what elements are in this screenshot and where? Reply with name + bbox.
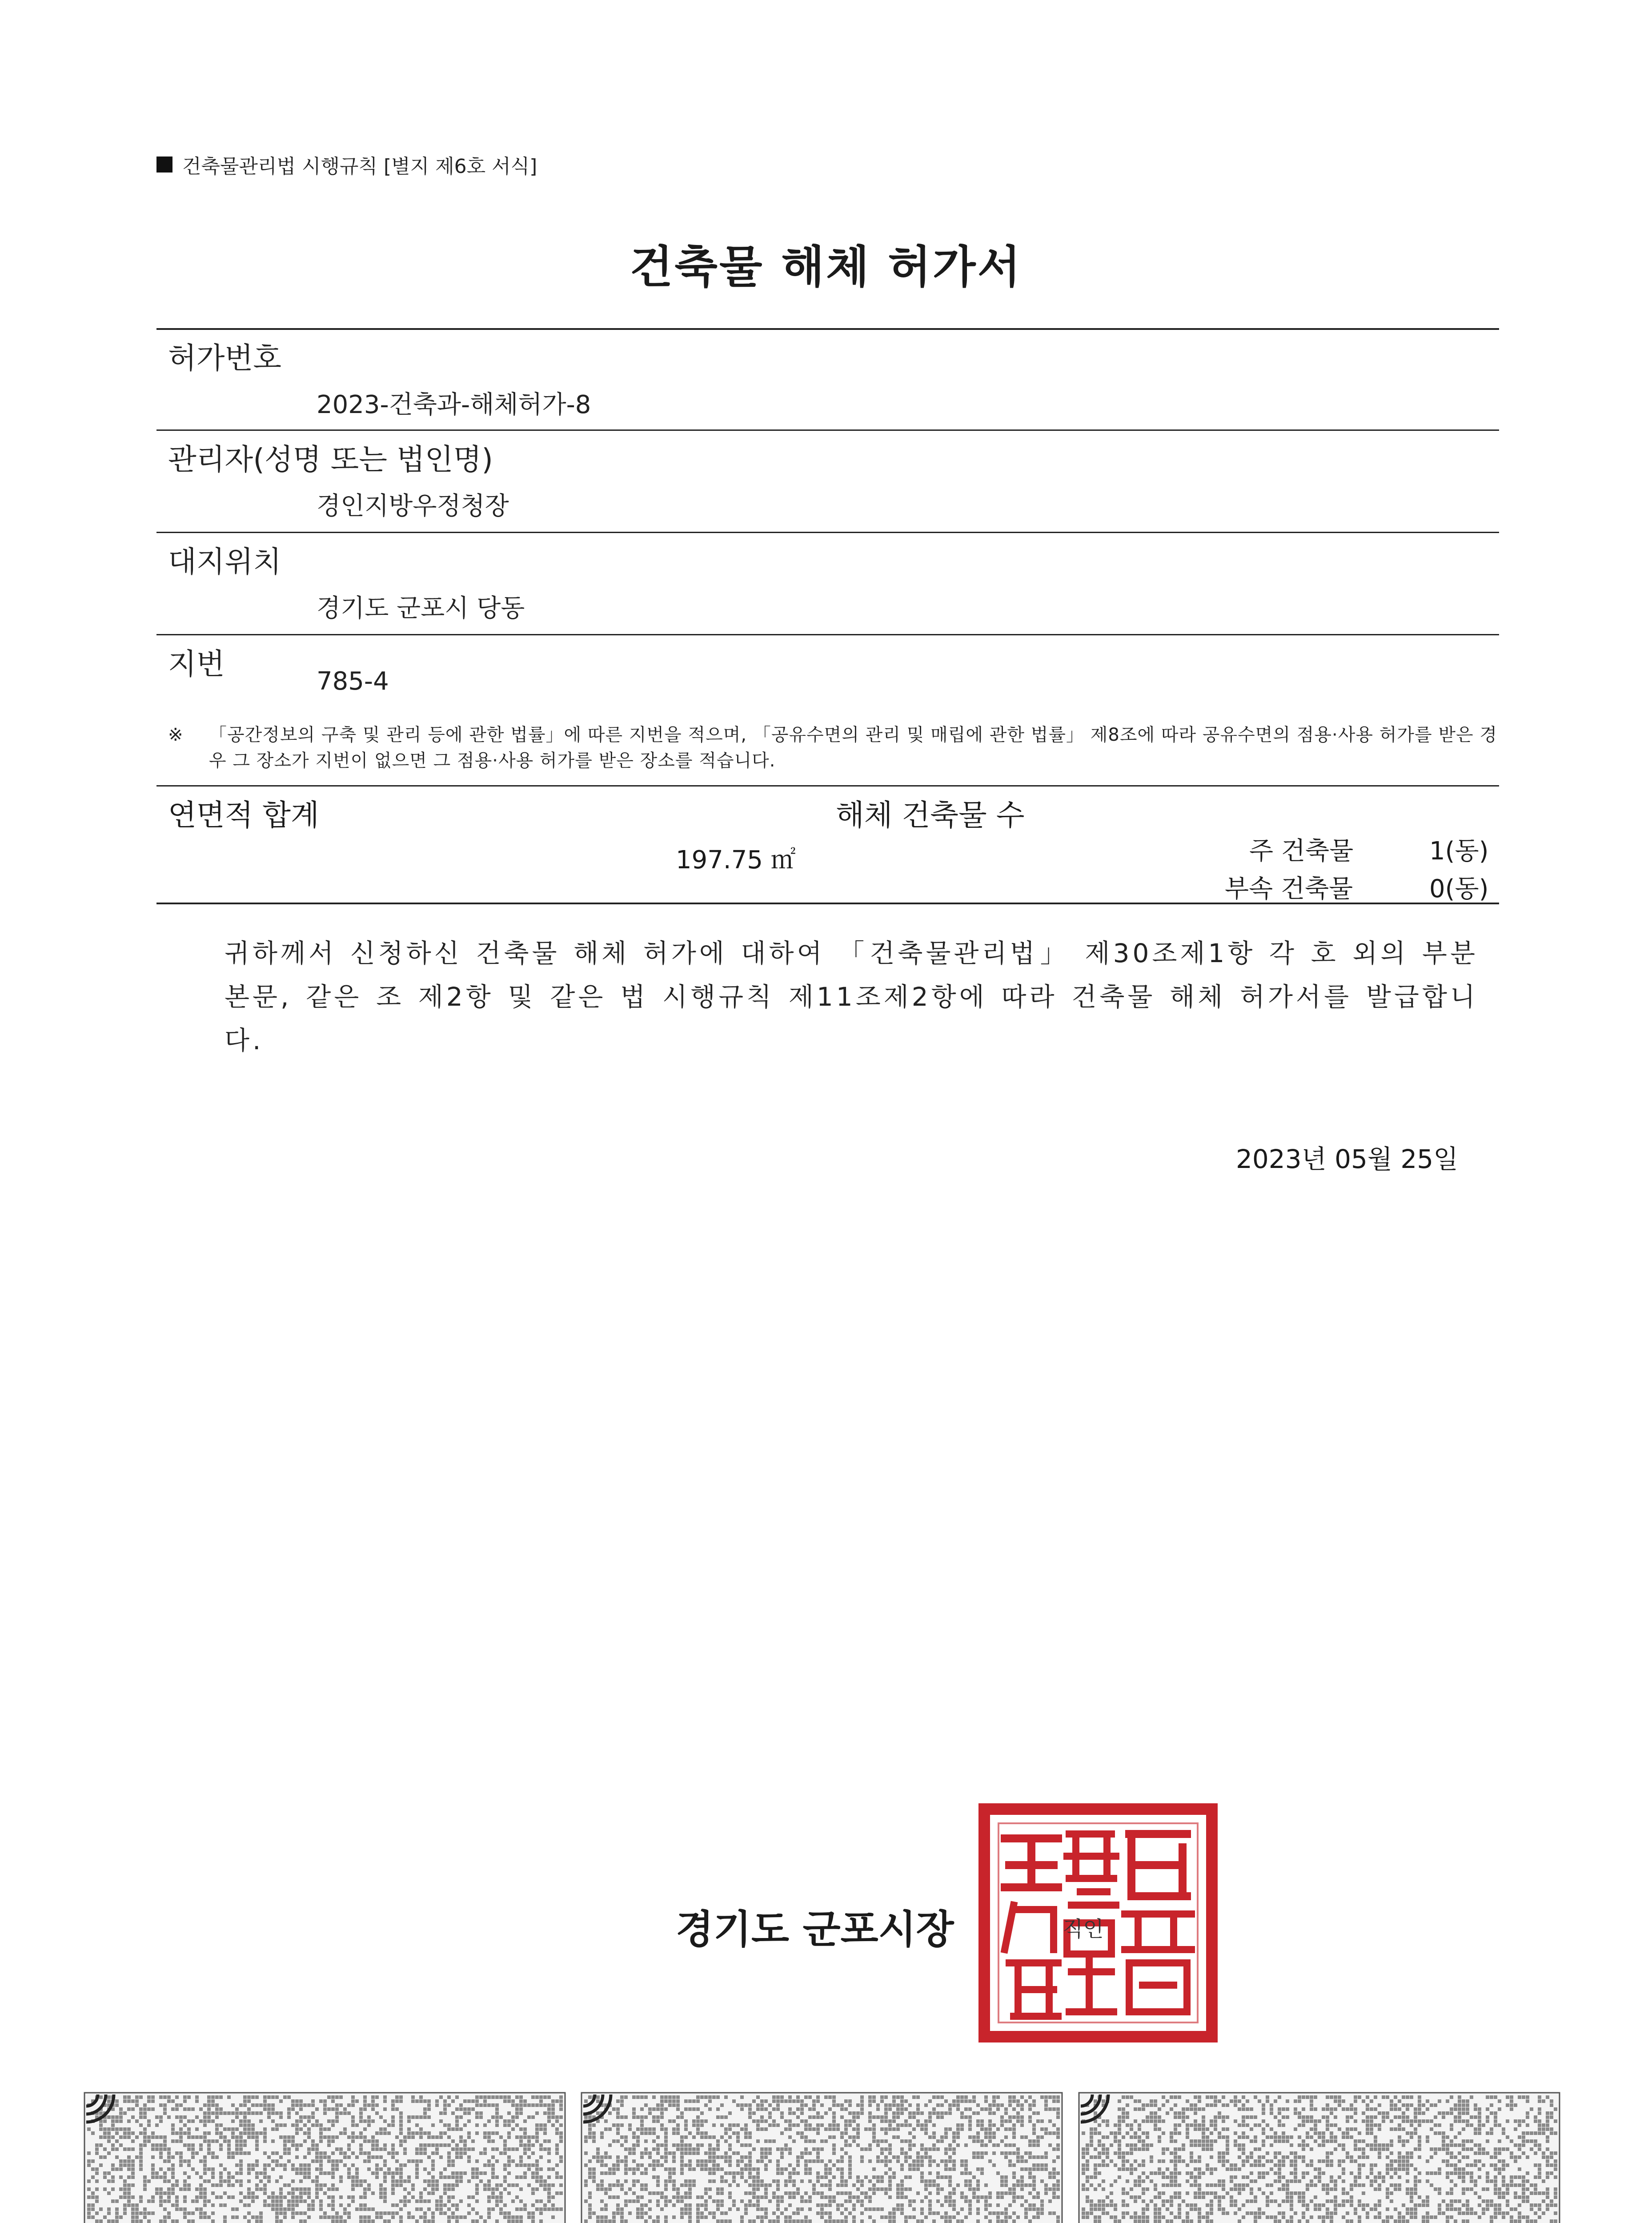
document-code-box-1: [84, 2092, 566, 2223]
rule-bottom: [156, 903, 1499, 904]
seal-word: 직인: [1063, 1917, 1104, 1942]
rule-top: [156, 328, 1499, 330]
permit-number-value: 2023-건축과-해체허가-8: [317, 390, 591, 419]
rule-divider: [156, 532, 1499, 533]
lot-number-label: 지번: [168, 647, 225, 681]
manager-value: 경인지방우정청장: [317, 492, 509, 521]
square-bullet-icon: [156, 156, 172, 173]
rule-divider: [156, 429, 1499, 431]
floor-area-value: 197.75 ㎡: [676, 846, 796, 875]
note-mark: ※: [168, 725, 184, 745]
floor-area-label: 연면적 합계: [168, 798, 319, 832]
issue-date: 2023년 05월 25일: [1236, 1144, 1459, 1174]
manager-label: 관리자(성명 또는 법인명): [168, 442, 493, 477]
site-location-label: 대지위치: [168, 545, 282, 579]
accessory-building-label: 부속 건축물: [1225, 875, 1353, 903]
site-location-value: 경기도 군포시 당동: [317, 594, 525, 623]
lot-number-value: 785-4: [317, 667, 389, 696]
legal-reference-text: 건축물관리법 시행규칙 [별지 제6호 서식]: [182, 155, 537, 178]
rule-divider: [156, 634, 1499, 635]
permit-number-label: 허가번호: [168, 341, 282, 375]
document-title: 건축물 해체 허가서: [630, 241, 1022, 293]
note-text: 「공간정보의 구축 및 관리 등에 관한 법률」에 따른 지번을 적으며, 「공유수면의 관리 및 매립에 관한 법률」 제8조에 따라 공유수면의 점용·사용 허가를 받은 경우 그 장소가 지번이 없으면 그 점용·사용 허가를 받은 장소를 적습니다.: [209, 725, 1498, 771]
demolition-count-label: 해체 건축물 수: [836, 798, 1025, 832]
legal-reference: [156, 150, 537, 179]
main-building-value: 1(동): [1429, 837, 1489, 866]
accessory-building-value: 0(동): [1429, 875, 1489, 903]
document-code-box-2: [581, 2092, 1063, 2223]
issuer-name: 경기도 군포시장: [676, 1906, 954, 1952]
main-building-label: 주 건축물: [1249, 837, 1354, 866]
issuance-text: 귀하께서 신청하신 건축물 해체 허가에 대하여 「건축물관리법」 제30조제1항 각 호 외의 부분 본문, 같은 조 제2항 및 같은 법 시행규칙 제11조제2항에 따라 건축물 해체 허가서를 발급합니다.: [225, 938, 1478, 1055]
document-code-box-3: [1078, 2092, 1560, 2223]
note: [168, 722, 1497, 774]
rule-divider: [156, 785, 1499, 786]
